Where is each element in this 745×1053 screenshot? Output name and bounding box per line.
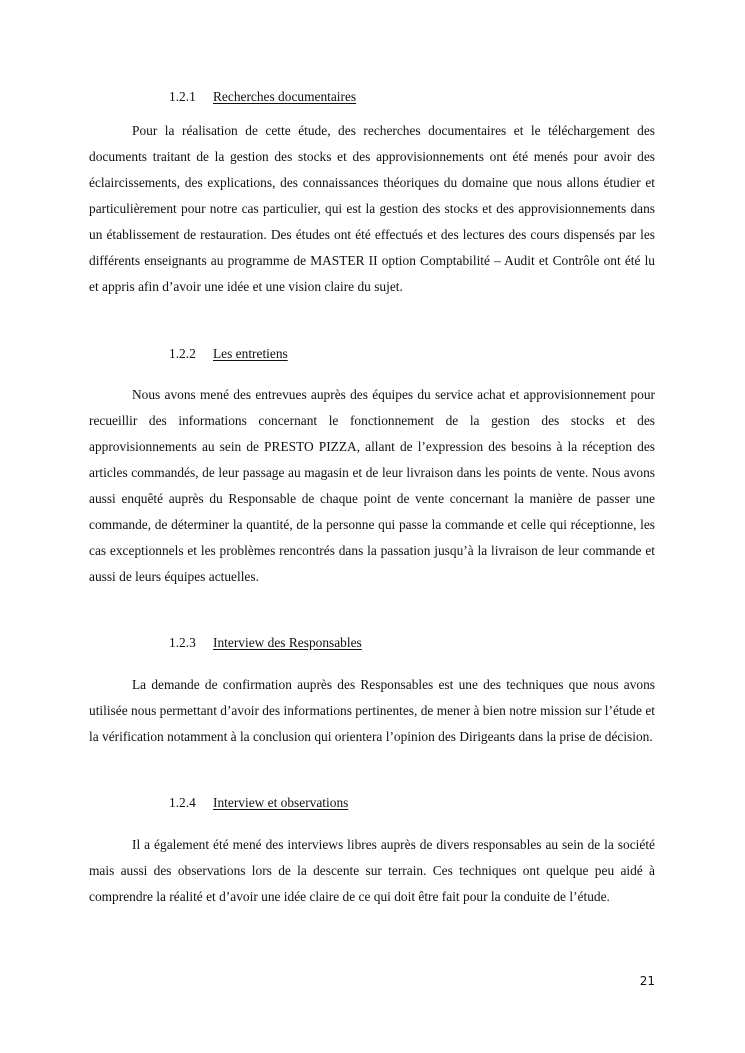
section-heading-1-2-3 [169,634,362,652]
section-paragraph: Nous avons mené des entrevues auprès des équipes du service achat et approvisionnement pour recueillir des informations concernant le fonctionnement de la gestion des stocks et des approvisionnements au sein de PRESTO PIZZA, allant de l’expression des besoins à la réception des articles commandés, de leur passage au magasin et de leur livraison dans les points de vente. Nous avons aussi enquêté auprès du Responsable de chaque point de vente concernant la manière de passer une commande, de déterminer la quantité, de la personne qui passe la commande et celle qui réceptionne, les cas exceptionnels et les problèmes rencontrés dans la passation jusqu’à la livraison de leur commande et aussi de leurs équipes actuelles. [89,387,655,584]
section-paragraph: Il a également été mené des interviews libres auprès de divers responsables au sein de la société mais aussi des observations lors de la descente sur terrain. Ces techniques ont quelque peu aidé à comprendre la réalité et d’avoir une idée claire de ce qui doit être fait pour la conduite de l’étude. [89,837,655,904]
section-number: 1.2.2 [169,346,196,361]
section-number: 1.2.3 [169,635,196,650]
section-title: Interview et observations [213,795,349,810]
section-number: 1.2.4 [169,795,196,810]
section-paragraph: La demande de confirmation auprès des Responsables est une des techniques que nous avons utilisée nous permettant d’avoir des informations pertinentes, de mener à bien notre mission sur l’étude et la vérification notamment à la conclusion qui orientera l’opinion des Dirigeants dans la prise de décision. [89,677,655,744]
section-paragraph: Pour la réalisation de cette étude, des recherches documentaires et le téléchargement des documents traitant de la gestion des stocks et des approvisionnements ont été menés pour avoir des éclaircissements, des explications, des connaissances théoriques du domaine que nous allons étudier et particulièrement pour notre cas particulier, qui est la gestion des stocks et des approvisionnements dans un établissement de restauration. Des études ont été effectués et des lectures des cours dispensés par les différents enseignants au programme de MASTER II option Comptabilité – Audit et Contrôle ont été lu et appris afin d’avoir une idée et une vision claire du sujet. [89,123,655,294]
section-number: 1.2.1 [169,89,196,104]
section-heading-1-2-2 [169,345,288,363]
section-heading-1-2-4 [169,794,348,812]
page-number: 21 [639,974,655,988]
section-heading-1-2-1 [169,88,356,106]
section-title: Les entretiens [213,346,288,361]
section-title: Recherches documentaires [213,89,357,104]
section-title: Interview des Responsables [213,635,362,650]
